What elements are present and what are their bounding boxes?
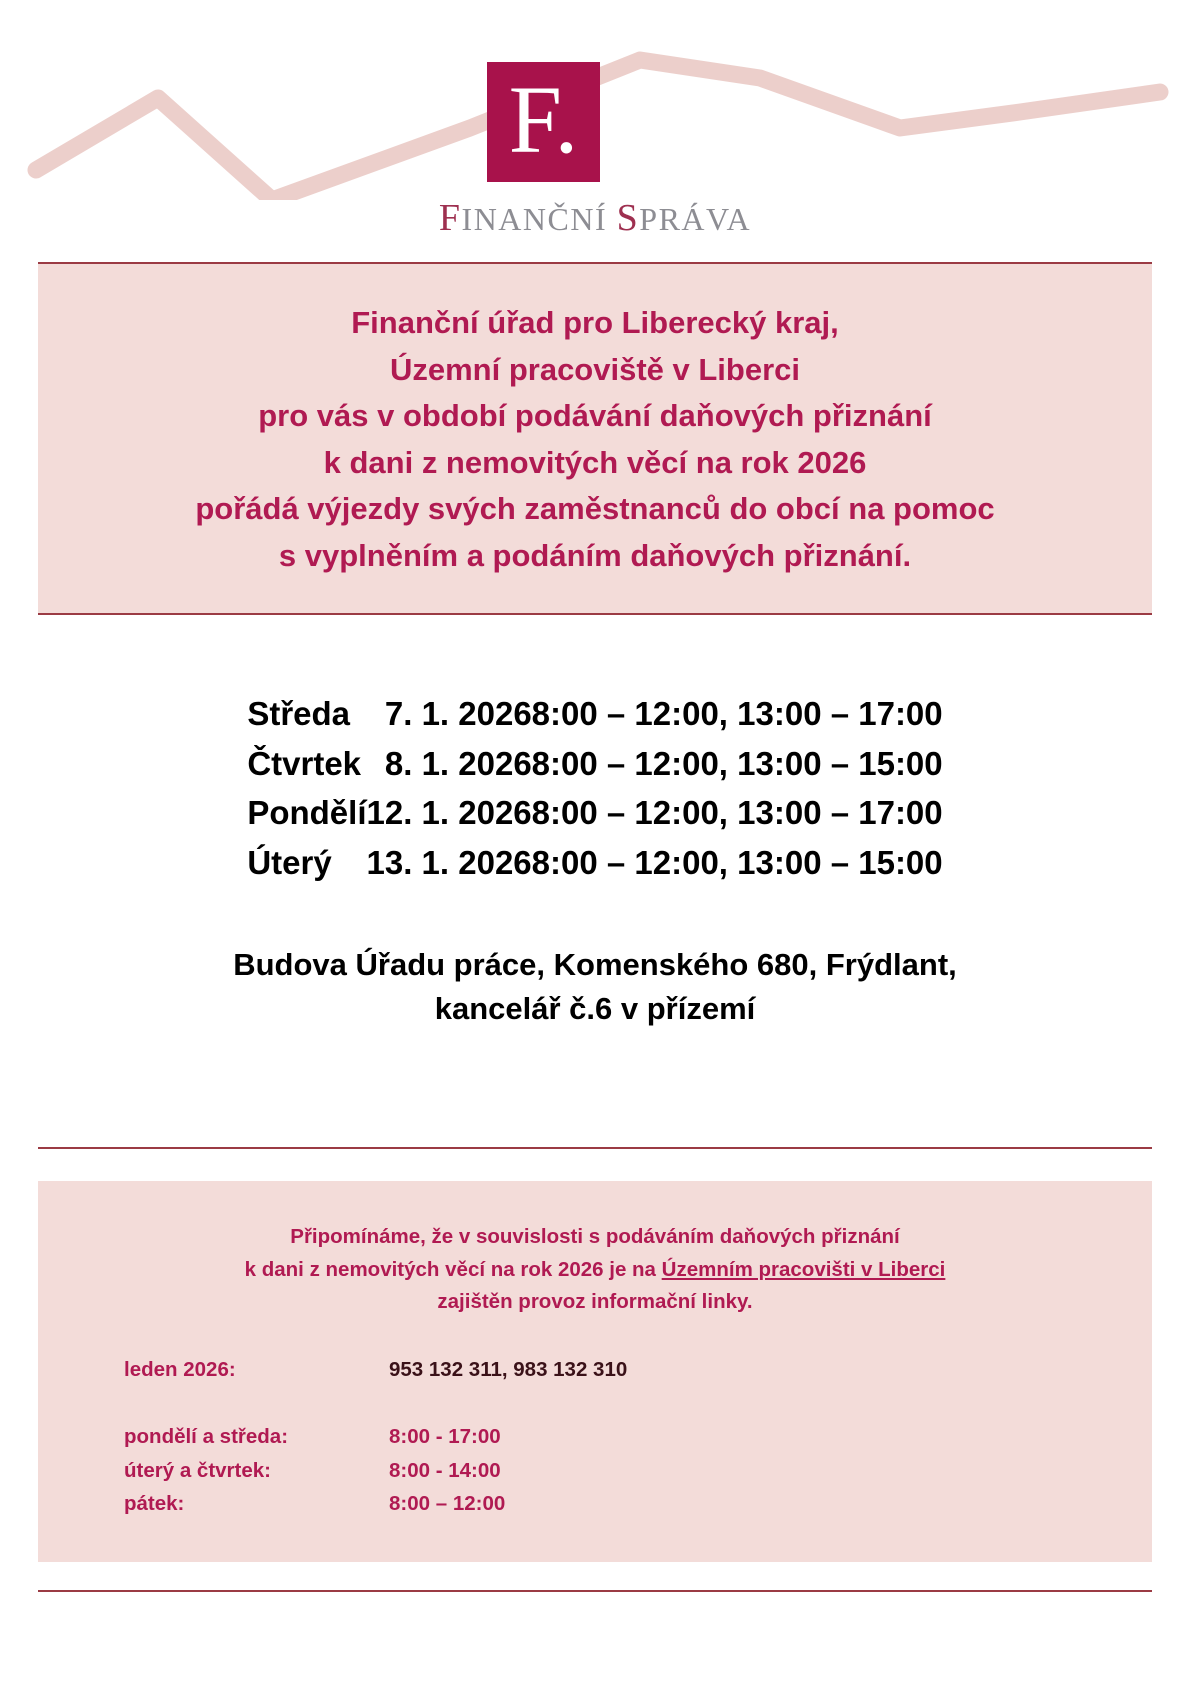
schedule-table [247, 689, 942, 887]
venue-line-2: kancelář č.6 v přízemí [434, 991, 756, 1027]
hours-label: pondělí a středa: [124, 1425, 289, 1449]
schedule-section [0, 689, 1190, 887]
schedule-hours: 8:00 – 12:00, 13:00 – 17:00 [531, 695, 943, 732]
info-note-line-2-underlined: Územním pracovišti v Liberci [661, 1257, 946, 1281]
intro-line-3: pro vás v období podávání daňových přiznání [258, 398, 932, 433]
hours-value: 8:00 - 14:00 [389, 1458, 501, 1482]
month-label: leden 2026: [124, 1358, 236, 1382]
hours-label: pátek: [124, 1491, 185, 1515]
hours-label: úterý a čtvrtek: [124, 1458, 271, 1482]
logo-wordmark-inancni: INANČNÍ [461, 201, 617, 237]
list-item [124, 1420, 1152, 1453]
intro-line-2: Územní pracoviště v Liberci [389, 351, 801, 387]
schedule-day: Středa [247, 695, 351, 732]
logo-mark-glyph: F. [508, 66, 579, 173]
info-note-line-2 [38, 1254, 1152, 1286]
schedule-date: 13. 1. 2026 [366, 843, 532, 881]
phone-numbers: 953 132 311, 983 132 310 [389, 1358, 628, 1382]
intro-line-5: pořádá výjezdy svých zaměstnanců do obcí na pomoc [195, 491, 995, 526]
table-row [247, 739, 942, 789]
venue-address [0, 943, 1190, 1031]
opening-hours-list [124, 1420, 1152, 1520]
logo-wordmark [0, 196, 1190, 240]
schedule-hours: 8:00 – 12:00, 13:00 – 15:00 [531, 843, 943, 881]
logo-wordmark-prava: PRÁVA [639, 201, 752, 237]
divider-bottom [38, 1590, 1152, 1592]
spacer [0, 1031, 1190, 1147]
venue-line-1: Budova Úřadu práce, Komenského 680, Frýdlant, [233, 947, 957, 983]
table-row [247, 788, 942, 838]
intro-line-1: Finanční úřad pro Liberecký kraj, [351, 305, 839, 340]
list-item [124, 1454, 1152, 1487]
hours-value: 8:00 - 17:00 [389, 1425, 501, 1449]
intro-banner [38, 264, 1152, 613]
intro-line-6: s vyplněním a podáním daňových přiznání. [278, 537, 912, 573]
schedule-day: Pondělí [247, 794, 367, 832]
bottom-rule-wrapper [0, 1590, 1190, 1592]
schedule-hours: 8:00 – 12:00, 13:00 – 15:00 [531, 744, 943, 782]
schedule-date: 7. 1. 2026 [384, 695, 532, 732]
info-line-details [38, 1358, 1152, 1520]
logo-mark [487, 62, 600, 182]
schedule-date: 8. 1. 2026 [384, 744, 532, 782]
info-line-note [38, 1221, 1152, 1318]
hours-value: 8:00 – 12:00 [389, 1491, 506, 1515]
info-note-line-2-prefix: k dani z nemovitých věcí na rok 2026 je na [244, 1257, 662, 1281]
table-row [247, 838, 942, 888]
divider-below-intro [38, 613, 1152, 615]
logo-wordmark-s: S [616, 197, 640, 239]
schedule-date: 12. 1. 2026 [366, 794, 532, 832]
schedule-day: Úterý [247, 843, 332, 881]
info-note-line-1: Připomínáme, že v souvislosti s podáváním daňových přiznání [290, 1225, 900, 1249]
divider-above-footer [38, 1147, 1152, 1149]
logo-wordmark-f: F [438, 197, 462, 239]
phone-row [124, 1358, 1152, 1382]
info-note-line-3: zajištěn provoz informační linky. [437, 1289, 753, 1313]
list-item [124, 1487, 1152, 1520]
schedule-hours: 8:00 – 12:00, 13:00 – 17:00 [531, 794, 943, 832]
intro-line-4: k dani z nemovitých věcí na rok 2026 [323, 444, 867, 480]
logo-header [0, 0, 1190, 262]
schedule-day: Čtvrtek [247, 744, 362, 782]
info-line-panel [38, 1181, 1152, 1562]
table-row [247, 689, 942, 739]
